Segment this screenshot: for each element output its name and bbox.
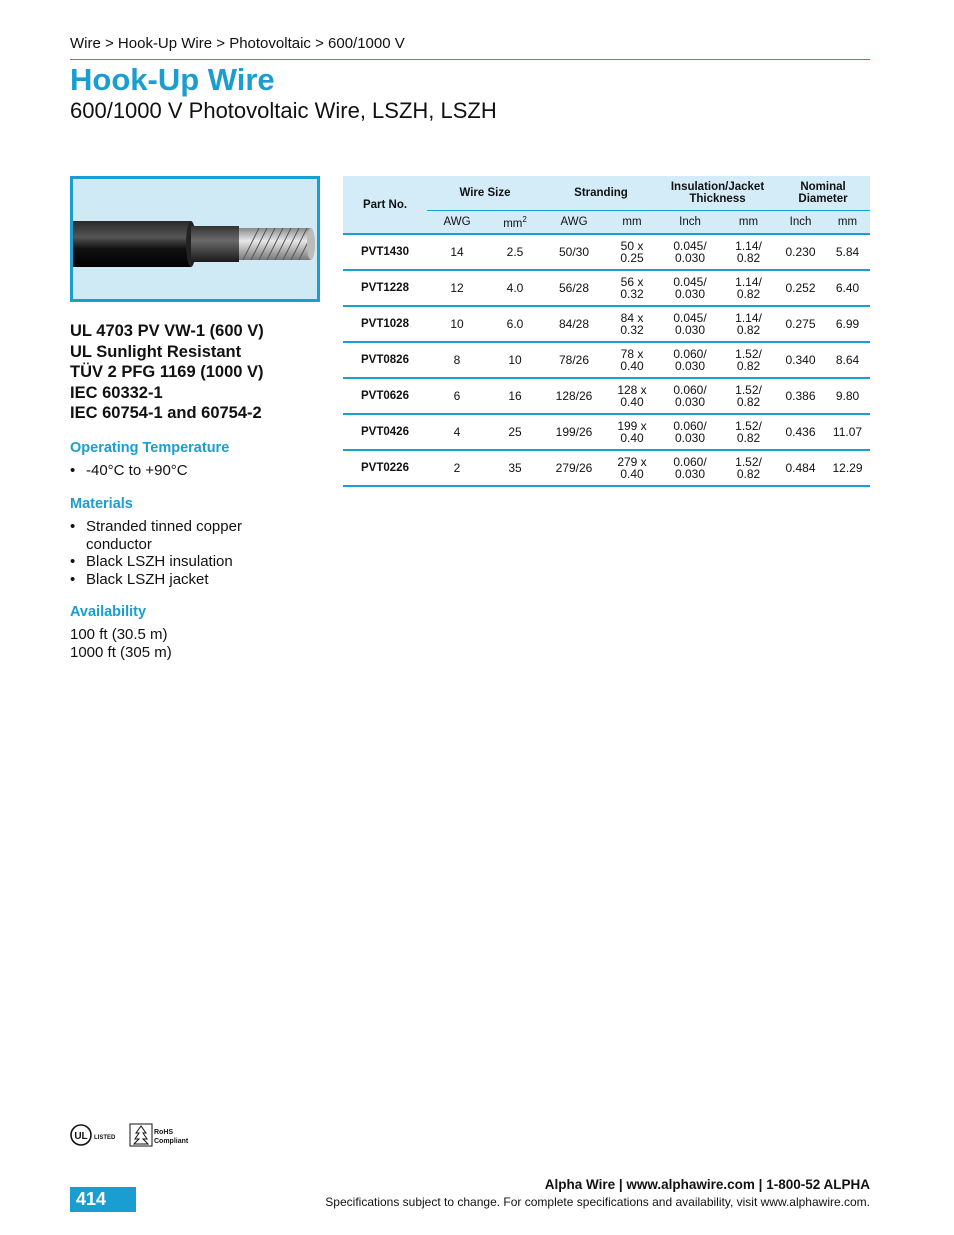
list-item: • Black LSZH jacket: [70, 570, 209, 588]
part-number-cell: PVT1430: [343, 234, 427, 270]
table-row: [343, 342, 870, 378]
ul-listed-text: LISTED: [94, 1135, 116, 1141]
part-number-cell: PVT0426: [343, 414, 427, 450]
insulation-inch-cell: 0.060/ 0.030: [659, 450, 721, 486]
subheader-mm: mm: [825, 211, 870, 235]
diameter-mm-cell: 9.80: [825, 378, 870, 414]
cert-line: UL Sunlight Resistant: [70, 342, 242, 361]
stranding-awg-cell: 84/28: [543, 306, 605, 342]
stranding-mm-cell: 279 x 0.40: [605, 450, 659, 486]
page-number: 414: [70, 1187, 136, 1212]
ul-mark: UL: [74, 1131, 88, 1142]
availability-line: 100 ft (30.5 m): [70, 626, 168, 643]
diameter-inch-cell: 0.252: [776, 270, 825, 306]
availability-line: 1000 ft (305 m): [70, 643, 172, 661]
diameter-mm-cell: 5.84: [825, 234, 870, 270]
subheader-mm2: $mm^2$: [487, 211, 543, 235]
table-row: [343, 450, 870, 486]
table-row: [343, 306, 870, 342]
stranding-awg-cell: 279/26: [543, 450, 605, 486]
materials-heading: Materials: [70, 496, 133, 512]
availability-heading: Availability: [70, 604, 147, 620]
stranding-mm-cell: 50 x 0.25: [605, 234, 659, 270]
awg-cell: 12: [427, 270, 487, 306]
subheader-inch: Inch: [776, 211, 825, 235]
diameter-inch-cell: 0.340: [776, 342, 825, 378]
header-diameter: Nominal Diameter: [776, 176, 870, 211]
ul-rohs-logos: [70, 1120, 200, 1150]
insulation-mm-cell: 1.14/ 0.82: [721, 306, 776, 342]
operating-temperature-list: [70, 462, 286, 480]
stranding-mm-cell: 128 x 0.40: [605, 378, 659, 414]
breadcrumb: Wire > Hook-Up Wire > Photovoltaic > 600/1000 V: [70, 35, 405, 52]
availability-list: [70, 626, 172, 661]
spec-table: [343, 176, 870, 487]
subheader-inch: Inch: [659, 211, 721, 235]
part-number-cell: PVT0826: [343, 342, 427, 378]
diameter-mm-cell: 12.29: [825, 450, 870, 486]
mm2-cell: 25: [487, 414, 543, 450]
materials-list: [70, 518, 286, 588]
stranding-mm-cell: 78 x 0.40: [605, 342, 659, 378]
diameter-inch-cell: 0.275: [776, 306, 825, 342]
awg-cell: 2: [427, 450, 487, 486]
operating-temperature-heading: Operating Temperature: [70, 440, 230, 456]
insulation-mm-cell: 1.52/ 0.82: [721, 450, 776, 486]
list-item: • -40°C to +90°C: [70, 462, 188, 479]
mm2-cell: 10: [487, 342, 543, 378]
list-item: • Black LSZH insulation: [70, 553, 233, 570]
stranding-mm-cell: 56 x 0.32: [605, 270, 659, 306]
part-number-cell: PVT1228: [343, 270, 427, 306]
insulation-mm-cell: 1.52/ 0.82: [721, 378, 776, 414]
table-row: [343, 414, 870, 450]
subheader-awg: AWG: [543, 211, 605, 235]
awg-cell: 8: [427, 342, 487, 378]
table-row: [343, 234, 870, 270]
cert-line: TÜV 2 PFG 1169 (1000 V): [70, 363, 264, 381]
stranding-awg-cell: 128/26: [543, 378, 605, 414]
header-rule: [70, 59, 870, 60]
diameter-mm-cell: 8.64: [825, 342, 870, 378]
mm2-cell: 35: [487, 450, 543, 486]
part-number-cell: PVT1028: [343, 306, 427, 342]
stranding-mm-cell: 84 x 0.32: [605, 306, 659, 342]
insulation-mm-cell: 1.52/ 0.82: [721, 414, 776, 450]
list-item: • Stranded tinned copper conductor: [70, 518, 242, 553]
cert-line: UL 4703 PV VW-1 (600 V): [70, 322, 264, 340]
mm2-cell: 4.0: [487, 270, 543, 306]
awg-cell: 10: [427, 306, 487, 342]
table-row: [343, 378, 870, 414]
insulation-mm-cell: 1.14/ 0.82: [721, 270, 776, 306]
subheader-mm: mm: [605, 211, 659, 235]
diameter-mm-cell: 6.40: [825, 270, 870, 306]
page-title: Hook-Up Wire: [70, 62, 275, 97]
insulation-inch-cell: 0.045/ 0.030: [659, 270, 721, 306]
stranding-awg-cell: 50/30: [543, 234, 605, 270]
awg-cell: 6: [427, 378, 487, 414]
insulation-mm-cell: 1.14/ 0.82: [721, 234, 776, 270]
footer-note: Specifications subject to change. For complete specifications and availability, visit www.alphawire.com.: [325, 1195, 870, 1209]
wire-illustration: [73, 179, 317, 299]
insulation-inch-cell: 0.045/ 0.030: [659, 234, 721, 270]
part-number-cell: PVT0226: [343, 450, 427, 486]
rohs-compliant-text: Compliant: [154, 1138, 189, 1145]
insulation-inch-cell: 0.060/ 0.030: [659, 378, 721, 414]
diameter-mm-cell: 6.99: [825, 306, 870, 342]
stranding-awg-cell: 56/28: [543, 270, 605, 306]
certification-logos: [70, 1120, 200, 1150]
cert-line: IEC 60754-1 and 60754-2: [70, 404, 262, 422]
part-number-cell: PVT0626: [343, 378, 427, 414]
footer-company: Alpha Wire | www.alphawire.com | 1-800-52 ALPHA: [544, 1177, 870, 1192]
mm2-cell: 2.5: [487, 234, 543, 270]
stranding-awg-cell: 78/26: [543, 342, 605, 378]
rohs-logo-icon: [130, 1124, 152, 1146]
subheader-awg: AWG: [427, 211, 487, 235]
table-row: [343, 270, 870, 306]
diameter-mm-cell: 11.07: [825, 414, 870, 450]
header-part-no: Part No.: [343, 176, 427, 234]
awg-cell: 4: [427, 414, 487, 450]
cert-line: IEC 60332-1: [70, 383, 163, 402]
diameter-inch-cell: 0.230: [776, 234, 825, 270]
page-subtitle: 600/1000 V Photovoltaic Wire, LSZH, LSZH: [70, 98, 497, 123]
header-stranding: Stranding: [543, 176, 659, 211]
footer: [325, 1177, 870, 1209]
stranding-awg-cell: 199/26: [543, 414, 605, 450]
insulation-mm-cell: 1.52/ 0.82: [721, 342, 776, 378]
stranding-mm-cell: 199 x 0.40: [605, 414, 659, 450]
mm2-cell: 16: [487, 378, 543, 414]
wire-photo: [70, 176, 320, 302]
diameter-inch-cell: 0.484: [776, 450, 825, 486]
rohs-text: RoHS: [154, 1129, 174, 1136]
certifications: [70, 321, 264, 424]
insulation-inch-cell: 0.045/ 0.030: [659, 306, 721, 342]
subheader-mm: mm: [721, 211, 776, 235]
diameter-inch-cell: 0.436: [776, 414, 825, 450]
insulation-inch-cell: 0.060/ 0.030: [659, 414, 721, 450]
awg-cell: 14: [427, 234, 487, 270]
header-insulation: Insulation/Jacket Thickness: [659, 176, 776, 211]
insulation-inch-cell: 0.060/ 0.030: [659, 342, 721, 378]
mm2-cell: 6.0: [487, 306, 543, 342]
header-wire-size: Wire Size: [427, 176, 543, 211]
diameter-inch-cell: 0.386: [776, 378, 825, 414]
